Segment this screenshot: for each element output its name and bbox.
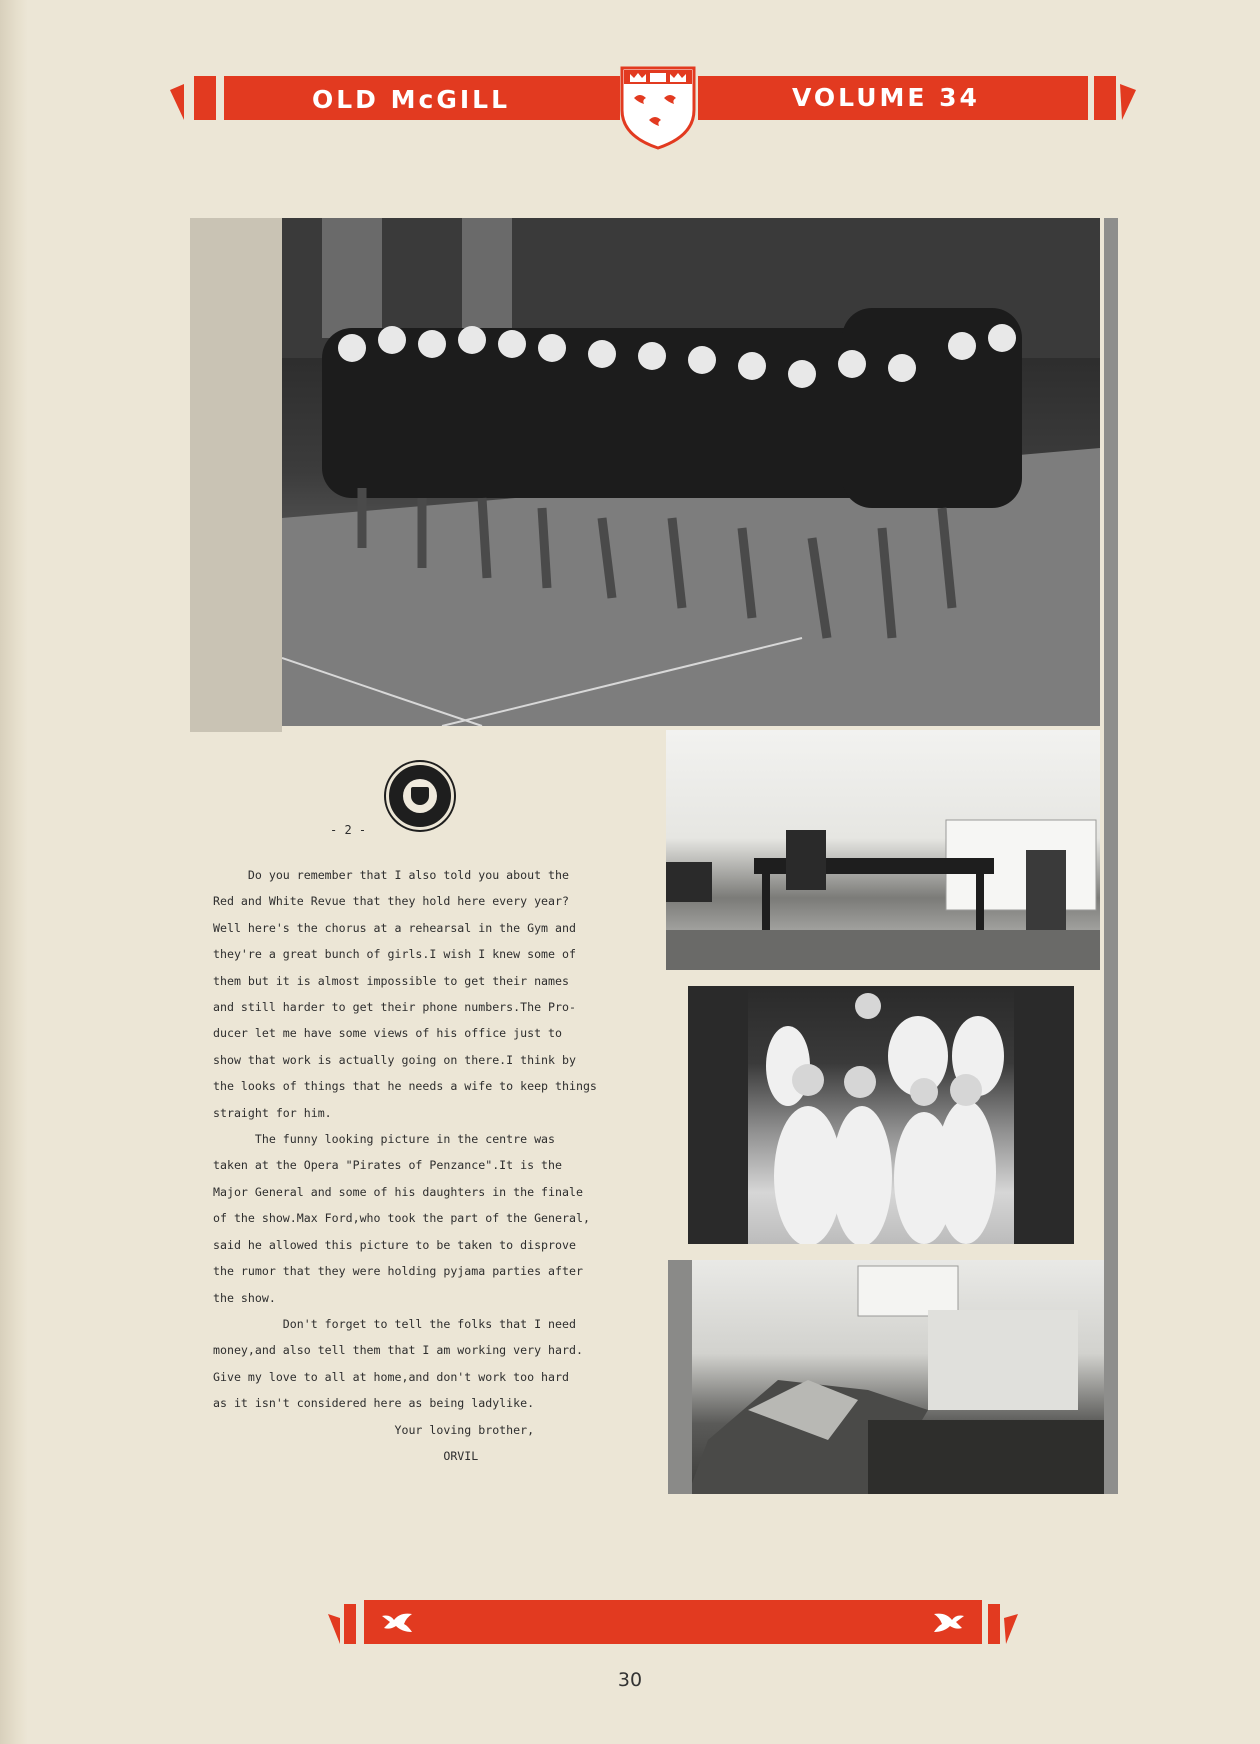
martlet-bird-icon <box>378 1608 418 1636</box>
pirates-photo-graphic <box>688 986 1074 1244</box>
publication-title: OLD McGILL <box>312 85 511 114</box>
producer-office-photo <box>666 730 1100 970</box>
footer-right-flag-tip <box>1004 1614 1026 1644</box>
letter-line: Don't forget to tell the folks that I need <box>213 1316 576 1331</box>
seal-inner-ring <box>403 779 437 813</box>
letter-line: taken at the Opera "Pirates of Penzance".It is the <box>213 1158 563 1173</box>
letter-signature: ORVIL <box>213 1448 479 1463</box>
letter-line: Red and White Revue that they hold here every year? <box>213 894 569 909</box>
letter-line: The funny looking picture in the centre was <box>213 1132 556 1147</box>
college-seal-icon <box>386 762 454 830</box>
letter-body <box>213 862 653 1469</box>
letter-line: the looks of things that he needs a wife to keep things <box>213 1079 597 1094</box>
letter-line: ducer let me have some views of his office just to <box>213 1026 563 1041</box>
volume-label: VOLUME 34 <box>792 83 980 112</box>
mcgill-crest-icon <box>618 64 698 150</box>
office-photo-graphic <box>666 730 1100 970</box>
letter-line: them but it is almost impossible to get their names <box>213 973 569 988</box>
pirates-of-penzance-photo <box>688 986 1074 1244</box>
letter-line: show that work is actually going on there.I think by <box>213 1052 576 1067</box>
left-stripe <box>194 76 216 120</box>
seal-shield <box>411 787 429 805</box>
letter-page-marker: - 2 - <box>330 823 367 837</box>
chorus-photo-margin <box>190 218 282 732</box>
letter-line: as it isn't considered here as being ladylike. <box>213 1396 535 1411</box>
letter-line: Give my love to all at home,and don't work too hard <box>213 1369 569 1384</box>
letter-line: Your loving brother, <box>213 1422 535 1437</box>
chorus-photo-graphic <box>282 218 1100 726</box>
page-number: 30 <box>617 1669 643 1691</box>
right-stripe <box>1094 76 1116 120</box>
page-edge <box>0 0 28 1744</box>
messy-office-graphic <box>668 1260 1104 1494</box>
chorus-rehearsal-photo <box>282 218 1100 726</box>
messy-office-photo <box>668 1260 1104 1494</box>
letter-line: they're a great bunch of girls.I wish I knew some of <box>213 947 576 962</box>
footer-right-stripe <box>988 1604 1000 1644</box>
letter-line: the show. <box>213 1290 276 1305</box>
footer-band <box>364 1600 982 1644</box>
footer-left-stripe <box>344 1604 356 1644</box>
martlet-bird-icon <box>928 1608 968 1636</box>
photo-column-border <box>1104 218 1118 1494</box>
letter-line: Well here's the chorus at a rehearsal in the Gym and <box>213 920 576 935</box>
letter-line: straight for him. <box>213 1105 332 1120</box>
right-flag-tip <box>1120 84 1142 120</box>
letter-line: money,and also tell them that I am working very hard. <box>213 1343 583 1358</box>
letter-line: the rumor that they were holding pyjama parties after <box>213 1264 583 1279</box>
letter-line: and still harder to get their phone numbers.The Pro- <box>213 1000 576 1015</box>
letter-line: Do you remember that I also told you about the <box>213 868 569 882</box>
letter-line: Major General and some of his daughters in the finale <box>213 1184 583 1199</box>
left-flag-tip <box>170 84 192 120</box>
letter-line: said he allowed this picture to be taken to disprove <box>213 1237 576 1252</box>
letter-line: of the show.Max Ford,who took the part of the General, <box>213 1211 590 1226</box>
